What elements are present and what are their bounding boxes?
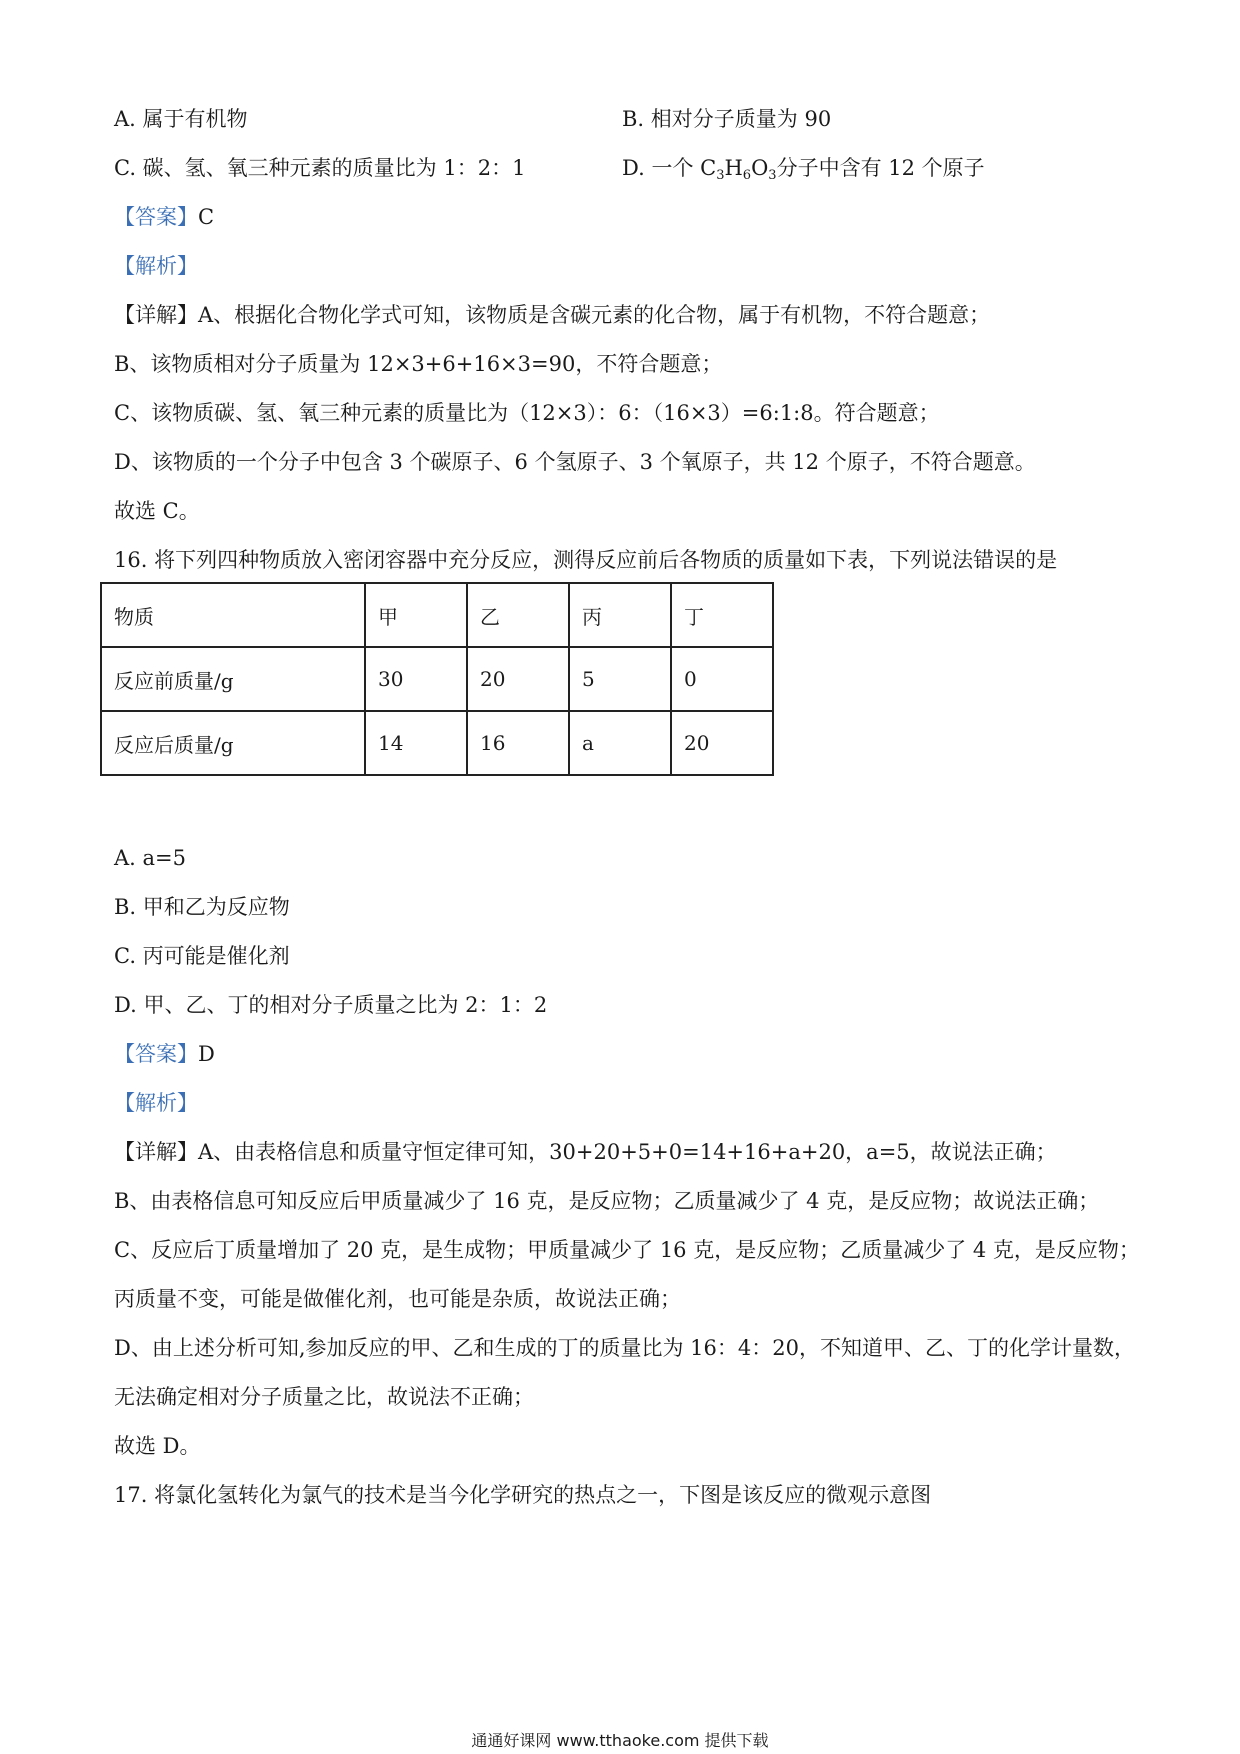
table-cell: 反应前质量/g bbox=[101, 647, 365, 711]
q15-option-b: B. 相对分子质量为 90 bbox=[622, 107, 832, 131]
table-cell: 20 bbox=[467, 647, 569, 711]
q16-answer bbox=[114, 1039, 215, 1069]
table-cell: 物质 bbox=[101, 583, 365, 647]
q15-option-d bbox=[622, 153, 985, 183]
q17-stem: 17. 将氯化氢转化为氯气的技术是当今化学研究的热点之一，下图是该反应的微观示意图 bbox=[114, 1483, 932, 1507]
table-cell: 5 bbox=[569, 647, 671, 711]
q16-detail-c2: 丙质量不变，可能是做催化剂，也可能是杂质，故说法正确； bbox=[114, 1287, 681, 1311]
q16-detail-b: B、由表格信息可知反应后甲质量减少了 16 克，是反应物；乙质量减少了 4 克，是反应物；故说法正确； bbox=[114, 1189, 1100, 1213]
q16-detail-c1: C、反应后丁质量增加了 20 克，是生成物；甲质量减少了 16 克，是反应物；乙质量减少了 4 克，是反应物； bbox=[114, 1238, 1140, 1262]
q15-analysis-tag: 【解析】 bbox=[114, 254, 198, 278]
mass-table bbox=[100, 582, 774, 776]
answer-tag: 【答案】 bbox=[114, 1042, 198, 1066]
table-cell: 0 bbox=[671, 647, 773, 711]
q15-detail-d: D、该物质的一个分子中包含 3 个碳原子、6 个氢原子、3 个氧原子，共 12 个原子，不符合题意。 bbox=[114, 450, 1036, 474]
table-row bbox=[101, 647, 773, 711]
answer-tag: 【答案】 bbox=[114, 205, 198, 229]
subscript: 3 bbox=[768, 168, 777, 183]
table-cell: 丙 bbox=[569, 583, 671, 647]
answer-value: D bbox=[198, 1042, 215, 1066]
table-cell: 30 bbox=[365, 647, 467, 711]
q16-option-b: B. 甲和乙为反应物 bbox=[114, 895, 290, 919]
formula-o: O bbox=[751, 156, 769, 180]
table-row bbox=[101, 711, 773, 775]
q15-detail-b: B、该物质相对分子质量为 12×3+6+16×3=90，不符合题意； bbox=[114, 352, 723, 376]
page-footer: 通通好课网 www.tthaoke.com 提供下载 bbox=[471, 1731, 769, 1750]
q16-option-c: C. 丙可能是催化剂 bbox=[114, 944, 290, 968]
q16-detail-d1: D、由上述分析可知,参加反应的甲、乙和生成的丁的质量比为 16：4：20，不知道甲、乙、丁的化学计量数， bbox=[114, 1336, 1135, 1360]
q15-option-d-prefix: D. 一个 C bbox=[622, 156, 717, 180]
table-cell: 14 bbox=[365, 711, 467, 775]
q16-detail-a: 【详解】A、由表格信息和质量守恒定律可知，30+20+5+0=14+16+a+20，a=5，故说法正确； bbox=[114, 1140, 1057, 1164]
q15-conclusion: 故选 C。 bbox=[114, 499, 200, 523]
q15-answer bbox=[114, 202, 214, 232]
answer-value: C bbox=[198, 205, 215, 229]
table-row bbox=[101, 583, 773, 647]
q16-stem: 16. 将下列四种物质放入密闭容器中充分反应，测得反应前后各物质的质量如下表，下列说法错误的是 bbox=[114, 548, 1058, 572]
formula-h: H bbox=[724, 156, 743, 180]
table-cell: 丁 bbox=[671, 583, 773, 647]
subscript: 3 bbox=[716, 168, 725, 183]
subscript: 6 bbox=[742, 168, 752, 183]
table-cell: 甲 bbox=[365, 583, 467, 647]
q15-option-a: A. 属于有机物 bbox=[114, 107, 248, 131]
q16-detail-d2: 无法确定相对分子质量之比，故说法不正确； bbox=[114, 1385, 534, 1409]
table-cell: 反应后质量/g bbox=[101, 711, 365, 775]
q16-option-a: A. a=5 bbox=[114, 846, 186, 870]
q16-conclusion: 故选 D。 bbox=[114, 1434, 201, 1458]
q16-analysis-tag: 【解析】 bbox=[114, 1091, 198, 1115]
table-cell: 20 bbox=[671, 711, 773, 775]
q15-detail-a: 【详解】A、根据化合物化学式可知，该物质是含碳元素的化合物，属于有机物，不符合题意； bbox=[114, 303, 991, 327]
table-cell: a bbox=[569, 711, 671, 775]
table-cell: 16 bbox=[467, 711, 569, 775]
q15-option-d-suffix: 分子中含有 12 个原子 bbox=[776, 156, 985, 180]
table-cell: 乙 bbox=[467, 583, 569, 647]
q15-detail-c: C、该物质碳、氢、氧三种元素的质量比为（12×3）：6：（16×3）=6:1:8。符合题意； bbox=[114, 401, 940, 425]
q16-option-d: D. 甲、乙、丁的相对分子质量之比为 2：1：2 bbox=[114, 993, 548, 1017]
q15-option-c: C. 碳、氢、氧三种元素的质量比为 1：2：1 bbox=[114, 156, 526, 180]
